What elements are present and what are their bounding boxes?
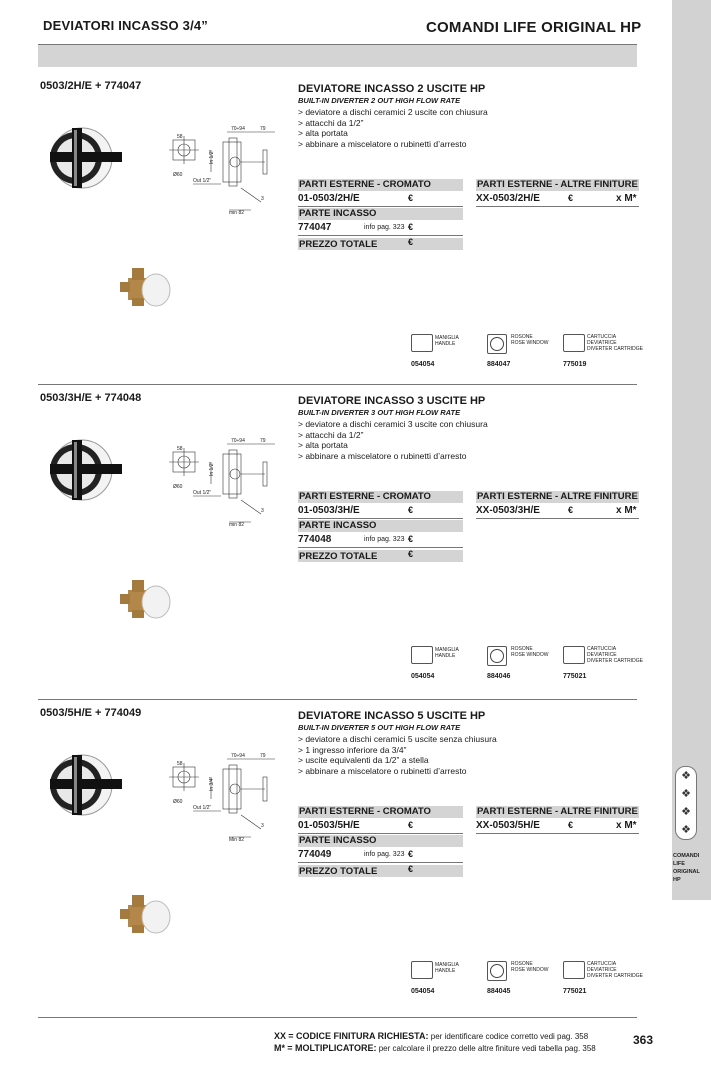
xx-key: XX <box>274 1031 287 1041</box>
product-code: 0503/3H/E + 774048 <box>40 392 142 404</box>
component-handle <box>411 334 481 374</box>
incasso-label: PARTE INCASSO <box>299 835 377 846</box>
feature-item: > alta portata <box>298 440 348 450</box>
component-code: 884046 <box>487 673 511 680</box>
component-label <box>587 646 643 664</box>
diamond-icon: ❖ <box>681 806 691 818</box>
component-label-en: ROSE WINDOW <box>511 967 549 973</box>
svg-text:79: 79 <box>260 438 266 444</box>
total-label: PREZZO TOTALE <box>299 551 378 562</box>
svg-text:Out 1/2”: Out 1/2” <box>193 805 212 811</box>
finish-icons <box>675 766 697 840</box>
product-title: DEVIATORE INCASSO 3 USCITE HP <box>298 395 486 407</box>
component-label-en: DIVERTER CARTRIDGE <box>587 346 643 352</box>
component-label-it: ROSONE <box>511 646 533 652</box>
handle-icon <box>411 646 433 664</box>
multiplier: x M* <box>616 820 637 831</box>
feature-item: > alta portata <box>298 128 348 138</box>
chrome-price: € <box>408 505 414 515</box>
section-rule <box>38 1017 637 1018</box>
svg-text:Out 1/2”: Out 1/2” <box>193 178 212 184</box>
component-label-it-2: DEVIATRICE <box>587 967 617 973</box>
product-subtitle: BUILT-IN DIVERTER 3 OUT HIGH FLOW RATE <box>298 408 461 417</box>
other-finishes-label: PARTI ESTERNE - ALTRE FINITURE <box>477 179 638 190</box>
product-subtitle: BUILT-IN DIVERTER 5 OUT HIGH FLOW RATE <box>298 723 461 732</box>
incasso-label: PARTE INCASSO <box>299 208 377 219</box>
svg-text:58: 58 <box>177 134 183 140</box>
total-label: PREZZO TOTALE <box>299 866 378 877</box>
component-label <box>435 647 459 659</box>
component-label-en: DIVERTER CARTRIDGE <box>587 973 643 979</box>
svg-text:In 3/4”: In 3/4” <box>209 776 215 791</box>
m-text: per calcolare il prezzo delle altre finiture vedi tabella pag. 358 <box>378 1044 596 1053</box>
total-price: € <box>408 549 414 559</box>
svg-text:3: 3 <box>261 823 264 829</box>
chrome-code: 01-0503/5H/E <box>298 820 360 831</box>
component-label <box>587 334 643 352</box>
header-band <box>38 45 637 67</box>
incasso-price: € <box>408 222 414 232</box>
chrome-label: PARTI ESTERNE - CROMATO <box>299 491 431 502</box>
component-label-it: CARTUCCIA <box>587 646 617 652</box>
component-label-en: ROSE WINDOW <box>511 340 549 346</box>
other-code: XX-0503/5H/E <box>476 820 540 831</box>
incasso-label: PARTE INCASSO <box>299 520 377 531</box>
valve-body-photo <box>112 262 174 310</box>
total-price: € <box>408 864 414 874</box>
svg-text:79: 79 <box>260 753 266 759</box>
side-label-2: LIFE ORIGINAL <box>673 861 700 875</box>
row-rule <box>298 547 463 548</box>
svg-text:Ø60: Ø60 <box>173 172 183 178</box>
other-finishes-label: PARTI ESTERNE - ALTRE FINITURE <box>477 806 638 817</box>
collection-title: COMANDI LIFE ORIGINAL HP <box>426 19 642 36</box>
m-key: M* <box>274 1043 285 1053</box>
multiplier: x M* <box>616 505 637 516</box>
feature-item: > deviatore a dischi ceramici 5 uscite senza chiusura <box>298 734 497 744</box>
component-label-it: CARTUCCIA <box>587 334 617 340</box>
component-code: 054054 <box>411 361 435 368</box>
handle-icon <box>411 334 433 352</box>
svg-text:79: 79 <box>260 126 266 132</box>
svg-text:70÷94: 70÷94 <box>231 126 245 132</box>
component-label <box>435 962 459 974</box>
row-rule <box>298 206 463 207</box>
xx-text: per identificare codice corretto vedi pag. 358 <box>430 1032 589 1041</box>
diamond-icon: ❖ <box>681 788 691 800</box>
component-label-it: MANIGLIA <box>435 335 459 341</box>
product-code: 0503/5H/E + 774049 <box>40 707 142 719</box>
footer-note-m <box>274 1043 596 1053</box>
chrome-label: PARTI ESTERNE - CROMATO <box>299 179 431 190</box>
svg-text:In 1/2”: In 1/2” <box>209 149 215 164</box>
row-rule <box>298 862 463 863</box>
component-label-it-2: DEVIATRICE <box>587 652 617 658</box>
component-cartridge <box>563 334 653 374</box>
page-number: 363 <box>633 1033 654 1047</box>
cartridge-icon <box>563 961 585 979</box>
chrome-price: € <box>408 820 414 830</box>
product-title: DEVIATORE INCASSO 5 USCITE HP <box>298 710 486 722</box>
section-rule <box>38 699 637 700</box>
multiplier: x M* <box>616 193 637 204</box>
side-label-1: COMANDI <box>673 853 700 859</box>
component-handle <box>411 961 481 1001</box>
svg-text:3: 3 <box>261 508 264 514</box>
row-rule <box>476 206 639 207</box>
component-label-it: CARTUCCIA <box>587 961 617 967</box>
incasso-code: 774048 <box>298 534 332 545</box>
side-tab <box>672 0 711 900</box>
handle-photo <box>40 434 130 506</box>
component-label-en: ROSE WINDOW <box>511 652 549 658</box>
component-label-en: HANDLE <box>435 341 456 347</box>
incasso-code: 774047 <box>298 222 332 233</box>
svg-text:70÷94: 70÷94 <box>231 753 245 759</box>
handle-photo <box>40 122 130 194</box>
chrome-code: 01-0503/2H/E <box>298 193 360 204</box>
handle-icon <box>411 961 433 979</box>
svg-text:Out 1/2”: Out 1/2” <box>193 490 212 496</box>
component-label-it: ROSONE <box>511 334 533 340</box>
feature-item: > abbinare a miscelatore o rubinetti d’arresto <box>298 765 467 776</box>
component-label-it: MANIGLIA <box>435 647 459 653</box>
component-label-it-2: DEVIATRICE <box>587 340 617 346</box>
product-subtitle: BUILT-IN DIVERTER 2 OUT HIGH FLOW RATE <box>298 96 461 105</box>
component-label <box>511 646 549 658</box>
component-rose <box>487 961 557 1001</box>
side-label-3: HP <box>673 877 681 883</box>
component-code: 775021 <box>563 673 587 680</box>
feature-item: > attacchi da 1/2” <box>298 117 364 128</box>
svg-text:58: 58 <box>177 761 183 767</box>
svg-text:In 1/2”: In 1/2” <box>209 461 215 476</box>
other-price: € <box>568 505 574 515</box>
svg-text:min 82: min 82 <box>229 522 245 528</box>
other-price: € <box>568 820 574 830</box>
feature-item: > 1 ingresso inferiore da 3/4” <box>298 744 407 755</box>
component-label-it: ROSONE <box>511 961 533 967</box>
product-title: DEVIATORE INCASSO 2 USCITE HP <box>298 83 486 95</box>
feature-list <box>298 419 598 461</box>
component-code: 054054 <box>411 988 435 995</box>
component-label-en: HANDLE <box>435 968 456 974</box>
m-label: = MOLTIPLICATORE: <box>287 1043 377 1053</box>
info-ref: info pag. 323 <box>364 224 405 231</box>
chrome-label: PARTI ESTERNE - CROMATO <box>299 806 431 817</box>
chrome-code: 01-0503/3H/E <box>298 505 360 516</box>
diamond-icon: ❖ <box>681 824 691 836</box>
svg-text:min 82: min 82 <box>229 210 245 216</box>
component-code: 775019 <box>563 361 587 368</box>
row-rule <box>298 833 463 834</box>
component-cartridge <box>563 961 653 1001</box>
xx-label: = CODICE FINITURA RICHIESTA: <box>288 1031 429 1041</box>
component-label <box>587 961 643 979</box>
svg-text:3: 3 <box>261 196 264 202</box>
feature-list <box>298 107 598 149</box>
feature-item: > abbinare a miscelatore o rubinetti d’arresto <box>298 138 467 149</box>
svg-text:70÷94: 70÷94 <box>231 438 245 444</box>
rose-window-icon <box>487 961 507 981</box>
component-label-en: HANDLE <box>435 653 456 659</box>
side-tab-label <box>673 852 711 884</box>
other-finishes-label: PARTI ESTERNE - ALTRE FINITURE <box>477 491 638 502</box>
valve-body-photo <box>112 574 174 622</box>
svg-text:Ø60: Ø60 <box>173 484 183 490</box>
other-code: XX-0503/3H/E <box>476 505 540 516</box>
product-code: 0503/2H/E + 774047 <box>40 80 142 92</box>
section-title: DEVIATORI INCASSO 3/4” <box>43 18 209 33</box>
component-code: 054054 <box>411 673 435 680</box>
component-handle <box>411 646 481 686</box>
other-code: XX-0503/2H/E <box>476 193 540 204</box>
feature-item: > abbinare a miscelatore o rubinetti d’arresto <box>298 450 467 461</box>
diamond-icon: ❖ <box>681 770 691 782</box>
row-rule <box>476 518 639 519</box>
cartridge-icon <box>563 646 585 664</box>
feature-item: > uscite equivalenti da 1/2” a stella <box>298 755 429 765</box>
component-cartridge <box>563 646 653 686</box>
row-rule <box>298 235 463 236</box>
rose-window-icon <box>487 334 507 354</box>
component-label <box>511 334 549 346</box>
component-label-en: DIVERTER CARTRIDGE <box>587 658 643 664</box>
svg-text:Min 82: Min 82 <box>229 837 245 843</box>
total-price: € <box>408 237 414 247</box>
technical-drawing <box>165 749 285 844</box>
feature-item: > attacchi da 1/2” <box>298 429 364 440</box>
component-label-it: MANIGLIA <box>435 962 459 968</box>
incasso-code: 774049 <box>298 849 332 860</box>
total-label: PREZZO TOTALE <box>299 239 378 250</box>
feature-item: > deviatore a dischi ceramici 2 uscite con chiusura <box>298 107 488 117</box>
incasso-price: € <box>408 534 414 544</box>
incasso-price: € <box>408 849 414 859</box>
feature-list <box>298 734 598 776</box>
row-rule <box>298 518 463 519</box>
valve-body-photo <box>112 889 174 937</box>
svg-text:58: 58 <box>177 446 183 452</box>
footer-note-xx <box>274 1031 588 1041</box>
component-label <box>435 335 459 347</box>
component-label <box>511 961 549 973</box>
info-ref: info pag. 323 <box>364 536 405 543</box>
cartridge-icon <box>563 334 585 352</box>
other-price: € <box>568 193 574 203</box>
component-code: 884047 <box>487 361 511 368</box>
component-rose <box>487 646 557 686</box>
component-rose <box>487 334 557 374</box>
component-code: 884045 <box>487 988 511 995</box>
info-ref: info pag. 323 <box>364 851 405 858</box>
chrome-price: € <box>408 193 414 203</box>
section-rule <box>38 384 637 385</box>
rose-window-icon <box>487 646 507 666</box>
feature-item: > deviatore a dischi ceramici 3 uscite con chiusura <box>298 419 488 429</box>
component-code: 775021 <box>563 988 587 995</box>
svg-text:Ø60: Ø60 <box>173 799 183 805</box>
handle-photo <box>40 749 130 821</box>
row-rule <box>476 833 639 834</box>
technical-drawing <box>165 122 285 217</box>
technical-drawing <box>165 434 285 529</box>
